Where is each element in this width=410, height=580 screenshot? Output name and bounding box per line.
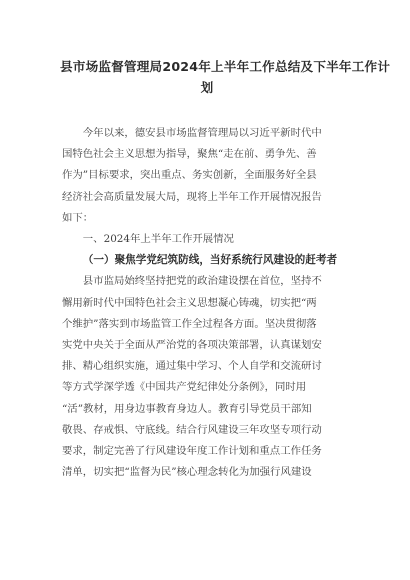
- title-line-1: 县市场监督管理局2024年上半年工作总结及下半年工作计: [60, 59, 391, 74]
- paragraph-line: 敬畏、存戒惧、守底线。结合行风建设三年攻坚专项行动: [62, 423, 322, 436]
- document-title: [60, 56, 391, 98]
- intro-line: 经济社会高质量发展大局，现将上半年工作开展情况报告: [62, 190, 322, 203]
- paragraph-line: 县市监局始终坚持把党的政治建设摆在首位，坚持不: [82, 275, 322, 288]
- intro-line: 如下：: [62, 211, 94, 224]
- paragraph-line: “活”教材，用身边事教育身边人。教育引导党员干部知: [62, 402, 312, 415]
- paragraph-line: 个维护”落实到市场监管工作全过程各方面。坚决贯彻落: [62, 317, 317, 330]
- paragraph-line: 实党中央关于全面从严治党的各项决策部署，认真谋划安: [62, 339, 322, 352]
- paragraph-line: 排、精心组织实施，通过集中学习、个人自学和交流研讨: [62, 360, 322, 373]
- subsection-heading: （一）聚焦学党纪筑防线，当好系统行风建设的赶考者: [82, 254, 338, 267]
- intro-paragraph: [62, 123, 352, 229]
- intro-line: 国特色社会主义思想为指导，聚焦“走在前、勇争先、善: [62, 148, 317, 161]
- paragraph-line: 清单，切实把“监督为民”核心理念转化为加强行风建设: [62, 466, 312, 479]
- intro-line: 作为”目标要求，突出重点、务实创新，全面服务好全县: [62, 169, 317, 182]
- paragraph-line: 要求，制定完善了行风建设年度工作计划和重点工作任务: [62, 445, 322, 458]
- paragraph-line: 等方式学深学透《中国共产党纪律处分条例》，同时用: [62, 381, 307, 394]
- document-body: [62, 123, 352, 483]
- intro-line: 今年以来，德安县市场监督管理局以习近平新时代中: [82, 127, 322, 139]
- title-line-2: 划: [200, 80, 214, 95]
- section-heading: 一、2024年上半年工作开展情况: [82, 233, 234, 246]
- paragraph-line: 懈用新时代中国特色社会主义思想凝心铸魂，切实把“两: [62, 296, 317, 309]
- body-paragraph: [62, 271, 352, 483]
